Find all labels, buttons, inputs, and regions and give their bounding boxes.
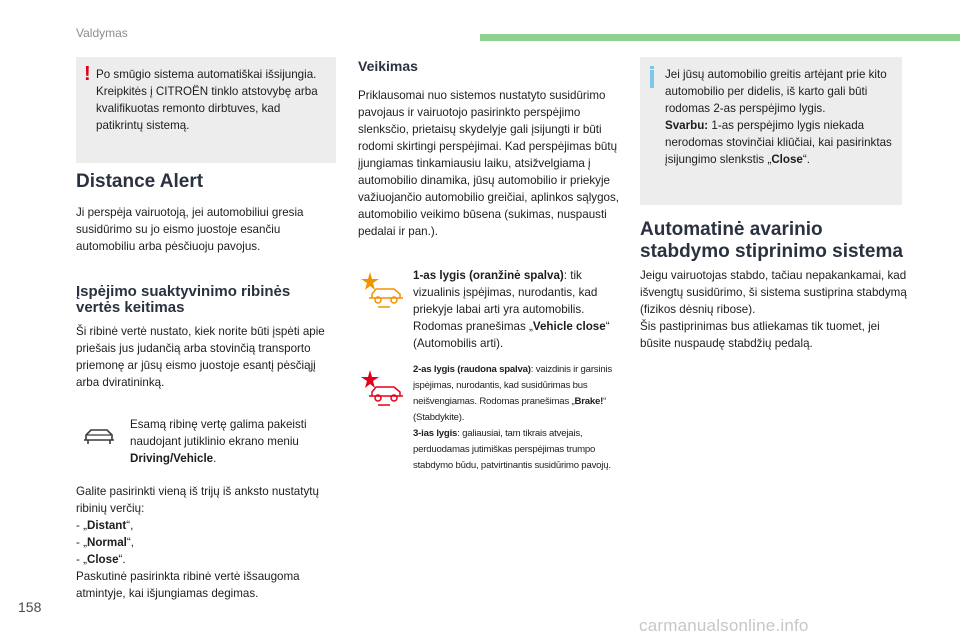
aebs-body: Jeigu vairuotojas stabdo, tačiau nepakankamai, kad išvengtų susidūrimo, ši sistema sustiprina stabdymą (fizikos dėsnių ribose). Šis pastiprinimas bus atliekamas tik tuomet, jei būsite nuspaudę stabdžių pedalą. [640, 269, 907, 350]
threshold-subtitle: Įspėjimo suaktyvinimo ribinės vertės keitimas [76, 283, 291, 316]
warning-text: Po smūgio sistema automatiškai išsijungia. Kreipkitės į CITROËN tinklo atstovybę arba kvalifikuotas remonto dirbtuves, kad patikrintų sistemą. [96, 68, 318, 132]
distance-alert-intro: Ji perspėja vairuotoją, jei automobiliui gresia susidūrimo su jo eismo juostoje esančiu automobiliu arba pėsčiuoju pavojus. [76, 206, 304, 253]
warning-icon: ! [84, 63, 91, 85]
info-text: Jei jūsų automobilio greitis artėjant prie kito automobilio per didelis, iš karto gali būti rodomas 2-as perspėjimo lygis. Svarbu: 1-as perspėjimo lygis niekada nerodomas stovinčiai kliūčiai, kai pasirinktas įsijungimo slenkstis „Close“. [665, 68, 892, 166]
menu-note-end: . [213, 452, 217, 465]
level1-warning-icon [360, 270, 404, 310]
watermark: carmanualsonline.info [639, 616, 809, 635]
threshold-options [76, 483, 346, 602]
choose-text: Galite pasirinkti vieną iš trijų iš anksto nustatytų ribinių verčių: [76, 485, 319, 515]
saved-text: Paskutinė pasirinkta ribinė vertė išsaugoma atmintyje, kai išjungiamas degimas. [76, 570, 300, 600]
menu-path: Driving/Vehicle [130, 452, 214, 465]
menu-note [130, 416, 340, 467]
operation-body: Priklausomai nuo sistemos nustatyto susidūrimo pavojaus ir vairuotojo pasirinkto perspėjimo slenksčio, prietaisų skydelyje gali įsijungti ir būti rodomi skirtingi perspėjimai. Kad perspėjimas būtų įjungiamas tinkamiausiu laiku, atsižvelgiama į automobilio dinamika, jūsų automobilio ir priekyje važiuojančio automobilio greičiai, aplinkos sąlygos, automobilio veikimo būsena (sukimas, nuspausti pedalai ir pan.). [358, 89, 620, 238]
aebs-title: Automatinė avarinio stabdymo stiprinimo sistema [640, 219, 903, 262]
option-normal: - „Normal“, [76, 536, 134, 549]
level2-3-text: 2-as lygis (raudona spalva): vaizdinis ir garsinis įspėjimas, nurodantis, kad susidūrimas bus neišvengiamas. Rodomas pranešimas „Brake!“ (Stabdykite). 3-ias lygis: galiausiai, tam tikrais atvejais, perduodamas jutimiškas perspėjimas trumpo stabdymo būdu, patvirtinantis susidūrimo pavojų. [413, 364, 613, 471]
header-accent-bar [480, 34, 960, 41]
level1-text: 1-as lygis (oranžinė spalva): tik vizualinis įspėjimas, nurodantis, kad priekyje labai arti yra automobilis. Rodomas pranešimas „Vehicle close“ (Automobilis arti). [413, 269, 610, 350]
section-header: Valdymas [76, 26, 128, 40]
warning-box [76, 57, 336, 163]
threshold-text: Ši ribinė vertė nustato, kiek norite būti įspėti apie priešais jus judančią arba stovinčią transporto priemonę ar jūsų eismo juostoje esantį pėsčiąjį arba dviratininką. [76, 325, 325, 389]
info-icon [650, 70, 654, 88]
info-box [640, 57, 902, 205]
option-close: - „Close“. [76, 553, 126, 566]
option-distant: - „Distant“, [76, 519, 134, 532]
distance-alert-title: Distance Alert [76, 171, 204, 192]
touchscreen-car-icon [83, 425, 115, 447]
page-number: 158 [18, 599, 42, 615]
level2-warning-icon [360, 368, 404, 408]
menu-note-text: Esamą ribinę vertę galima pakeisti naudojant jutiklinio ekrano meniu [130, 418, 307, 448]
operation-title: Veikimas [358, 58, 418, 74]
